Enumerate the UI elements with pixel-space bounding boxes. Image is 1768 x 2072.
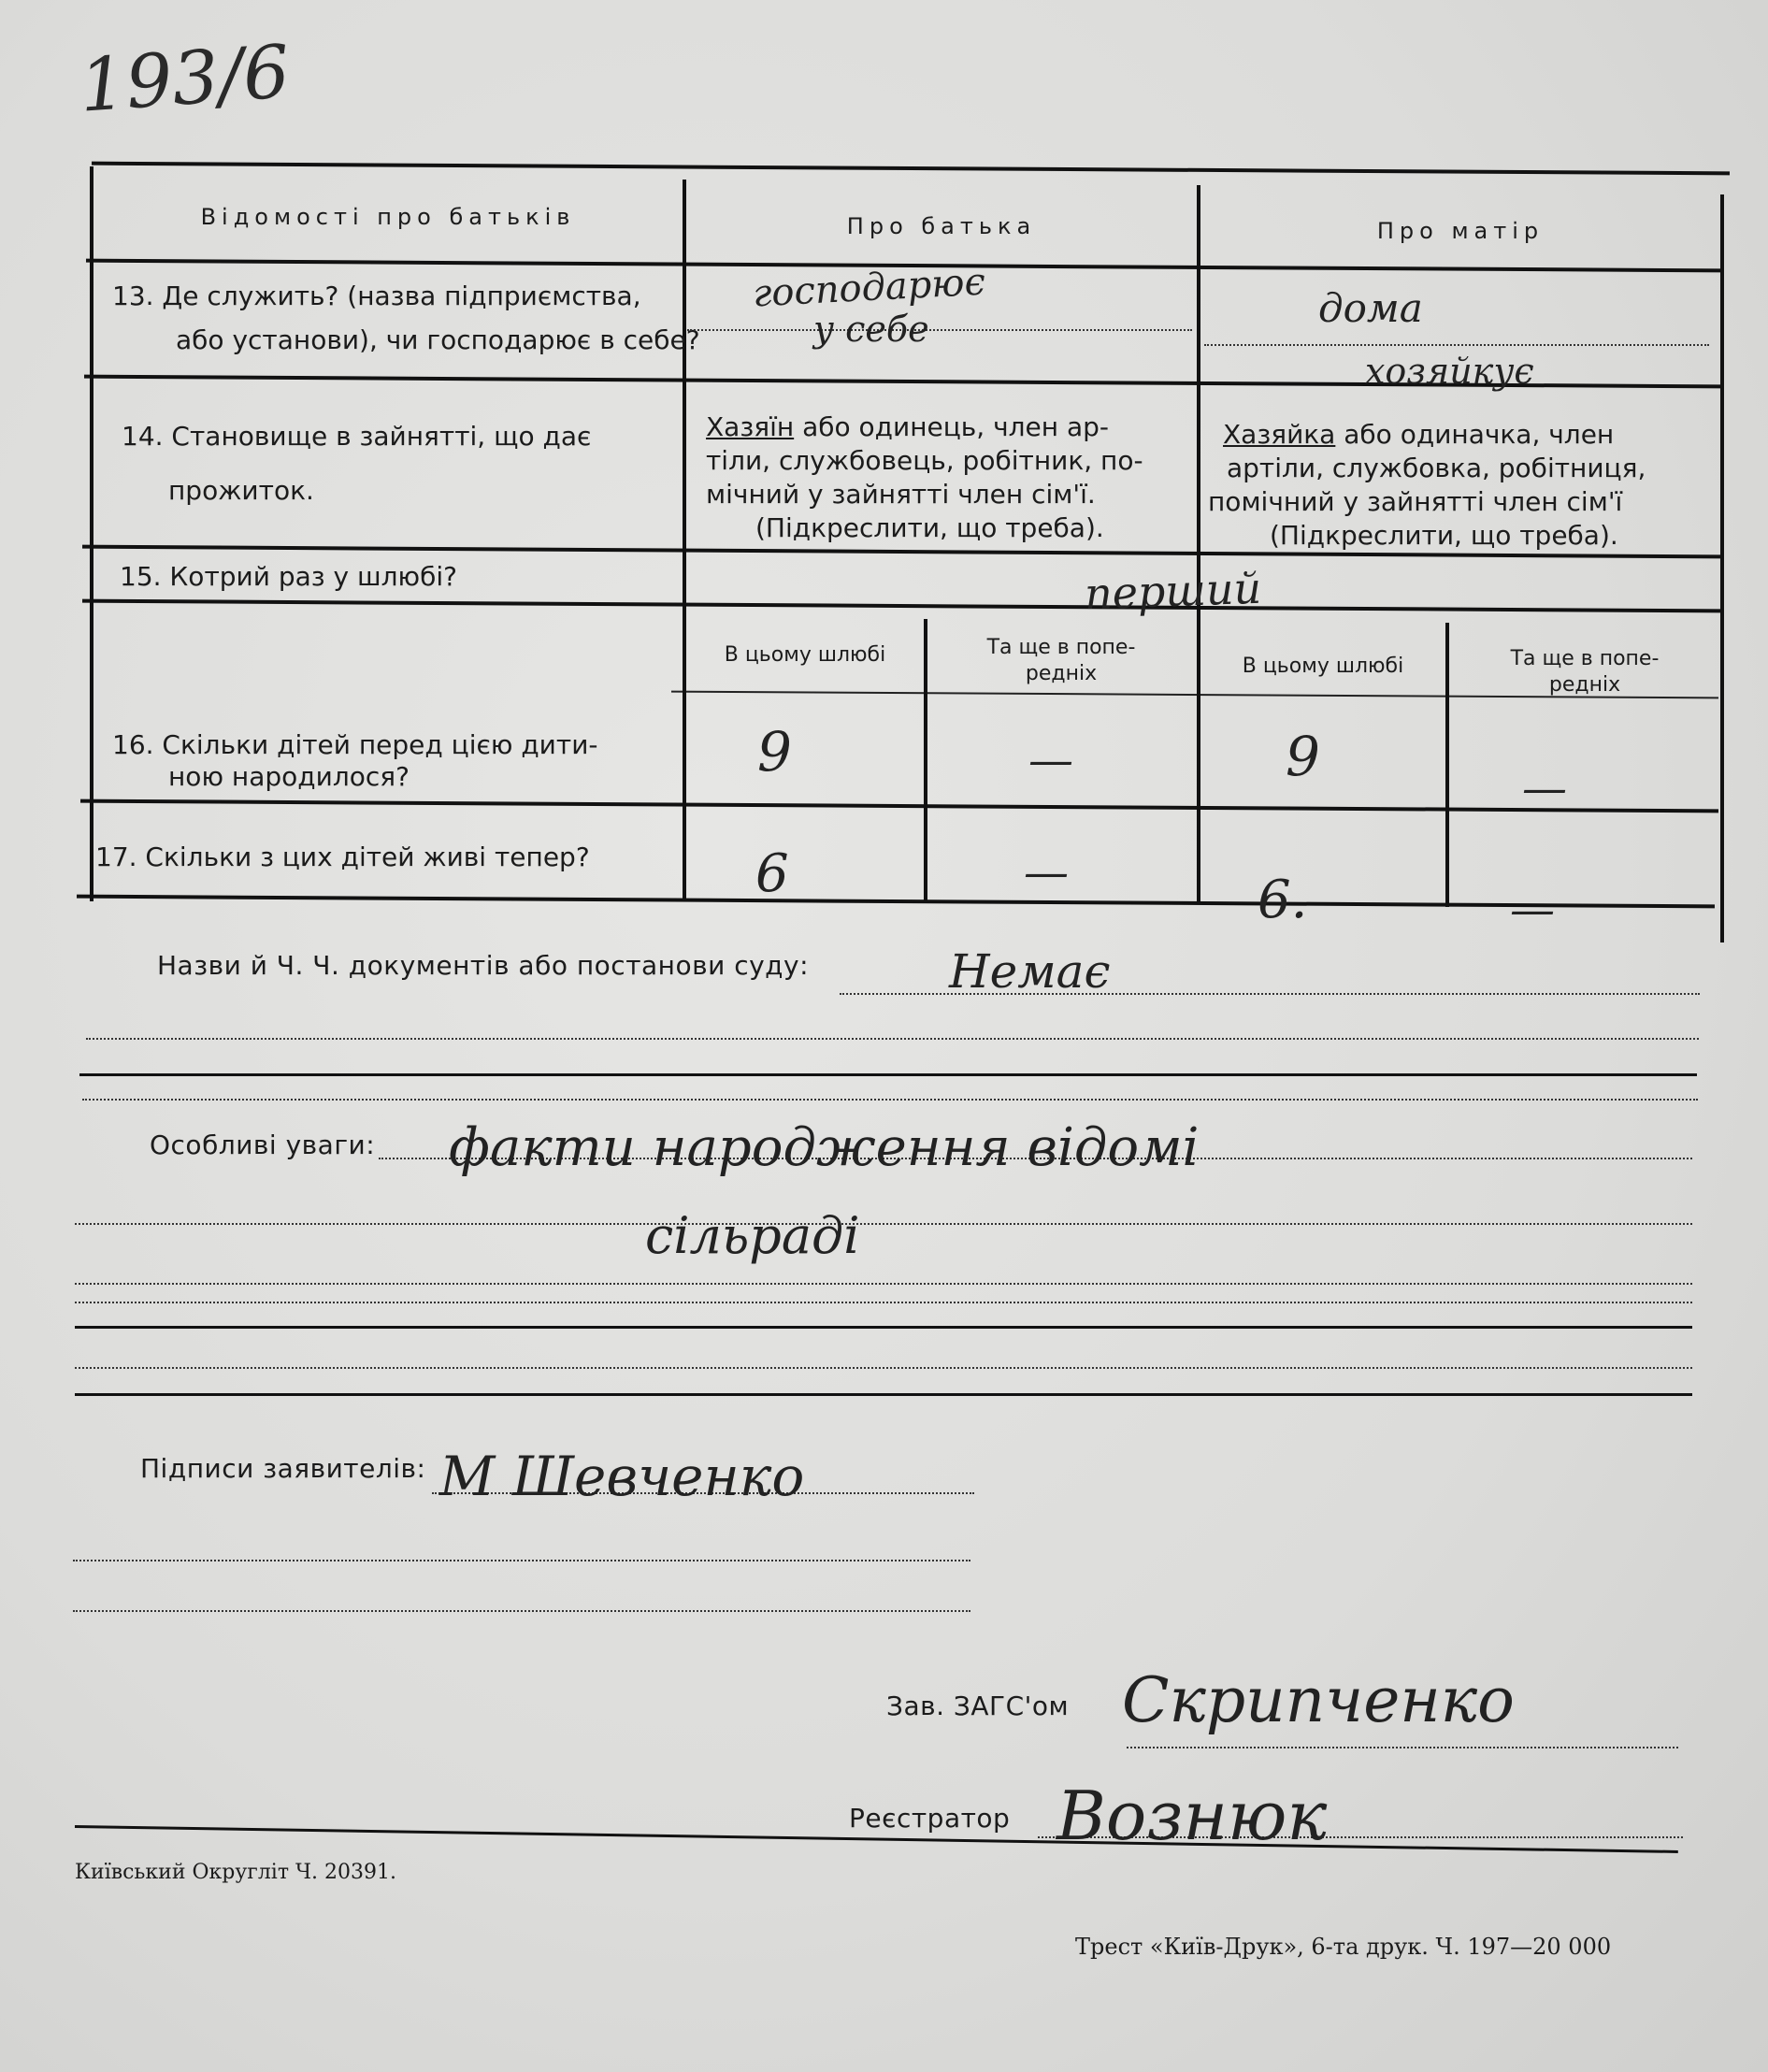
row14-mother-line4: (Підкреслити, що треба). <box>1270 520 1618 551</box>
row13-father-line1: господарює <box>751 260 987 316</box>
row17-mother-this: 6. <box>1258 870 1308 930</box>
footer-left: Київський Округліт Ч. 20391. <box>75 1861 396 1884</box>
row13-question-line2: або установи), чи господарює в себе? <box>176 324 700 355</box>
row16-father-prev: — <box>1028 734 1073 786</box>
row14-father-line3: мічний у зайнятті член сім'ї. <box>706 479 1096 510</box>
row14-father-line1: Хазяїн або одинець, член ар- <box>706 411 1110 442</box>
registrar-signature: Вознюк <box>1056 1777 1328 1855</box>
header-parents-info: Відомості про батьків <box>200 204 576 230</box>
row14-question-line2: прожиток. <box>168 475 314 506</box>
zags-head-label: Зав. ЗАГС'ом <box>886 1691 1070 1721</box>
row15-question: 15. Котрий раз у шлюбі? <box>120 561 458 592</box>
row16-mother-this: 9 <box>1286 725 1320 788</box>
subheader-mother-this: В цьому шлюбі <box>1242 655 1404 678</box>
zags-head-signature: Скрипченко <box>1122 1664 1515 1736</box>
row13-mother-line1: дома <box>1318 285 1423 331</box>
row17-father-this: 6 <box>755 843 789 904</box>
row14-question-line1: 14. Становище в зайнятті, що дає <box>122 421 592 452</box>
row16-question-line1: 16. Скільки дітей перед цією дити- <box>112 729 598 760</box>
row16-mother-prev: — <box>1522 762 1567 814</box>
footer-right: Трест «Київ-Друк», 6-та друк. Ч. 197—20 000 <box>1075 1934 1612 1960</box>
row13-father-line2: у себе <box>813 309 929 350</box>
row13-question-line1: 13. Де служить? (назва підприємства, <box>112 281 641 311</box>
subheader-father-prev-line2: редніх <box>1025 662 1098 685</box>
signatures-label: Підписи заявителів: <box>140 1453 426 1484</box>
row14-father-line2: тіли, службовець, робітник, по- <box>706 445 1143 476</box>
subheader-father-prev-line1: Та ще в попе- <box>986 636 1136 659</box>
header-mother: Про матір <box>1376 218 1545 244</box>
row14-mother-line1: Хазяйка або одиначка, член <box>1223 419 1615 450</box>
documents-value: Немає <box>949 944 1111 999</box>
row14-father-line4: (Підкреслити, що треба). <box>755 512 1104 543</box>
remarks-line2: сільраді <box>645 1206 860 1265</box>
row16-question-line2: ною народилося? <box>168 761 410 792</box>
mother-owner-underlined: Хазяйка <box>1223 419 1336 450</box>
row14-mother-line3: помічний у зайнятті член сім'ї <box>1208 486 1623 517</box>
signatures-value: М Шевченко <box>439 1445 805 1508</box>
header-father: Про батька <box>846 213 1037 239</box>
row17-father-prev: — <box>1024 846 1069 899</box>
row14-mother-line2: артіли, службовка, робітниця, <box>1227 453 1646 483</box>
remarks-line1: факти народження відомі <box>449 1117 1200 1178</box>
row15-answer: перший <box>1084 562 1263 620</box>
row17-mother-prev: — <box>1510 884 1555 936</box>
registrar-label: Реєстратор <box>849 1803 1011 1834</box>
row13-mother-line2: хозяйкує <box>1365 351 1534 392</box>
subheader-mother-prev-line2: редніх <box>1548 673 1621 697</box>
father-owner-underlined: Хазяїн <box>706 411 795 442</box>
remarks-label: Особливі уваги: <box>150 1130 376 1160</box>
subheader-mother-prev-line1: Та ще в попе- <box>1510 647 1660 670</box>
row16-father-this: 9 <box>757 720 792 784</box>
archive-mark: 193/6 <box>77 30 293 129</box>
documents-label: Назви й Ч. Ч. документів або постанови суду: <box>157 950 810 981</box>
row17-question: 17. Скільки з цих дітей живі тепер? <box>95 842 590 872</box>
subheader-father-this: В цьому шлюбі <box>724 643 886 667</box>
